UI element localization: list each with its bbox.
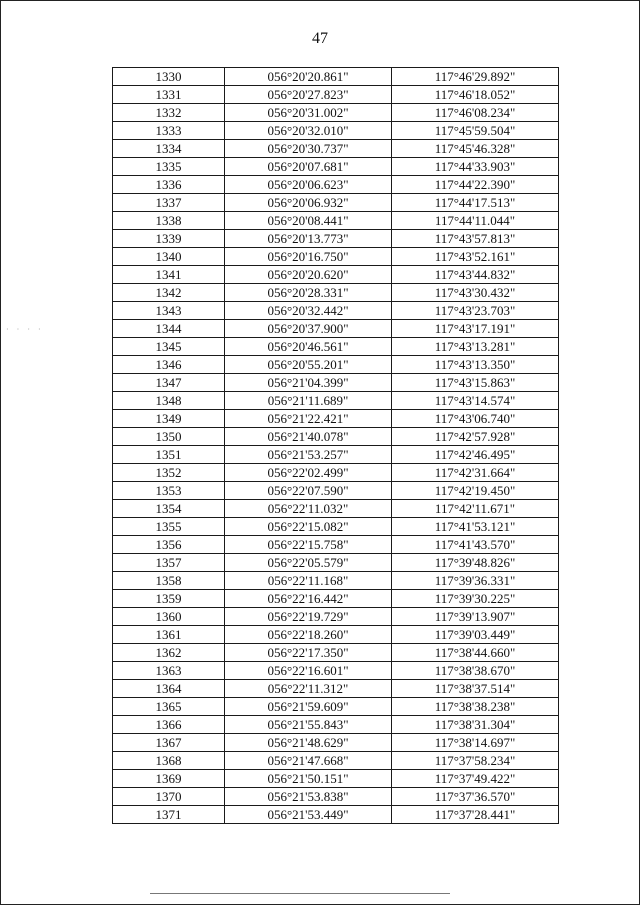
longitude-cell: 117°43'44.832" — [392, 266, 559, 284]
point-number-cell: 1333 — [113, 122, 225, 140]
latitude-cell: 056°20'30.737" — [225, 140, 392, 158]
latitude-cell: 056°22'07.590" — [225, 482, 392, 500]
longitude-cell: 117°38'38.238" — [392, 698, 559, 716]
latitude-cell: 056°20'31.002" — [225, 104, 392, 122]
table-row — [113, 554, 559, 572]
latitude-cell: 056°22'19.729" — [225, 608, 392, 626]
table-row — [113, 230, 559, 248]
table-row — [113, 698, 559, 716]
table-row — [113, 428, 559, 446]
table-row — [113, 158, 559, 176]
point-number-cell: 1337 — [113, 194, 225, 212]
point-number-cell: 1361 — [113, 626, 225, 644]
longitude-cell: 117°39'36.331" — [392, 572, 559, 590]
page-number: 47 — [312, 30, 328, 47]
table-row — [113, 248, 559, 266]
longitude-cell: 117°37'36.570" — [392, 788, 559, 806]
point-number-cell: 1334 — [113, 140, 225, 158]
point-number-cell: 1362 — [113, 644, 225, 662]
point-number-cell: 1338 — [113, 212, 225, 230]
margin-marks: · · · · — [6, 325, 44, 334]
table-row — [113, 788, 559, 806]
table-row — [113, 536, 559, 554]
longitude-cell: 117°44'22.390" — [392, 176, 559, 194]
table-row — [113, 68, 559, 86]
point-number-cell: 1345 — [113, 338, 225, 356]
point-number-cell: 1347 — [113, 374, 225, 392]
latitude-cell: 056°21'48.629" — [225, 734, 392, 752]
table-row — [113, 608, 559, 626]
table-row — [113, 716, 559, 734]
table-row — [113, 770, 559, 788]
longitude-cell: 117°42'11.671" — [392, 500, 559, 518]
table-row — [113, 176, 559, 194]
longitude-cell: 117°39'30.225" — [392, 590, 559, 608]
table-row — [113, 212, 559, 230]
latitude-cell: 056°20'20.620" — [225, 266, 392, 284]
table-row — [113, 752, 559, 770]
point-number-cell: 1332 — [113, 104, 225, 122]
point-number-cell: 1368 — [113, 752, 225, 770]
longitude-cell: 117°41'43.570" — [392, 536, 559, 554]
point-number-cell: 1344 — [113, 320, 225, 338]
latitude-cell: 056°20'20.861" — [225, 68, 392, 86]
latitude-cell: 056°21'04.399" — [225, 374, 392, 392]
longitude-cell: 117°44'33.903" — [392, 158, 559, 176]
table-row — [113, 680, 559, 698]
point-number-cell: 1364 — [113, 680, 225, 698]
point-number-cell: 1331 — [113, 86, 225, 104]
point-number-cell: 1336 — [113, 176, 225, 194]
coordinates-table — [112, 67, 559, 824]
point-number-cell: 1367 — [113, 734, 225, 752]
table-row — [113, 374, 559, 392]
longitude-cell: 117°46'29.892" — [392, 68, 559, 86]
point-number-cell: 1353 — [113, 482, 225, 500]
longitude-cell: 117°44'17.513" — [392, 194, 559, 212]
latitude-cell: 056°22'11.032" — [225, 500, 392, 518]
longitude-cell: 117°43'57.813" — [392, 230, 559, 248]
longitude-cell: 117°43'23.703" — [392, 302, 559, 320]
longitude-cell: 117°39'03.449" — [392, 626, 559, 644]
latitude-cell: 056°20'32.010" — [225, 122, 392, 140]
longitude-cell: 117°38'14.697" — [392, 734, 559, 752]
longitude-cell: 117°39'48.826" — [392, 554, 559, 572]
point-number-cell: 1355 — [113, 518, 225, 536]
point-number-cell: 1356 — [113, 536, 225, 554]
longitude-cell: 117°46'18.052" — [392, 86, 559, 104]
point-number-cell: 1350 — [113, 428, 225, 446]
point-number-cell: 1358 — [113, 572, 225, 590]
table-row — [113, 104, 559, 122]
longitude-cell: 117°38'31.304" — [392, 716, 559, 734]
longitude-cell: 117°37'28.441" — [392, 806, 559, 824]
longitude-cell: 117°42'31.664" — [392, 464, 559, 482]
longitude-cell: 117°38'37.514" — [392, 680, 559, 698]
point-number-cell: 1330 — [113, 68, 225, 86]
longitude-cell: 117°37'49.422" — [392, 770, 559, 788]
point-number-cell: 1339 — [113, 230, 225, 248]
point-number-cell: 1366 — [113, 716, 225, 734]
point-number-cell: 1354 — [113, 500, 225, 518]
latitude-cell: 056°21'50.151" — [225, 770, 392, 788]
longitude-cell: 117°38'44.660" — [392, 644, 559, 662]
latitude-cell: 056°20'06.932" — [225, 194, 392, 212]
latitude-cell: 056°21'40.078" — [225, 428, 392, 446]
point-number-cell: 1335 — [113, 158, 225, 176]
longitude-cell: 117°41'53.121" — [392, 518, 559, 536]
latitude-cell: 056°20'06.623" — [225, 176, 392, 194]
point-number-cell: 1342 — [113, 284, 225, 302]
longitude-cell: 117°46'08.234" — [392, 104, 559, 122]
table-row — [113, 662, 559, 680]
latitude-cell: 056°22'02.499" — [225, 464, 392, 482]
longitude-cell: 117°43'15.863" — [392, 374, 559, 392]
longitude-cell: 117°43'14.574" — [392, 392, 559, 410]
longitude-cell: 117°42'57.928" — [392, 428, 559, 446]
table-row — [113, 266, 559, 284]
longitude-cell: 117°43'52.161" — [392, 248, 559, 266]
longitude-cell: 117°43'17.191" — [392, 320, 559, 338]
longitude-cell: 117°38'38.670" — [392, 662, 559, 680]
latitude-cell: 056°21'11.689" — [225, 392, 392, 410]
point-number-cell: 1346 — [113, 356, 225, 374]
longitude-cell: 117°43'13.281" — [392, 338, 559, 356]
table-row — [113, 194, 559, 212]
latitude-cell: 056°20'16.750" — [225, 248, 392, 266]
point-number-cell: 1348 — [113, 392, 225, 410]
latitude-cell: 056°20'08.441" — [225, 212, 392, 230]
longitude-cell: 117°43'30.432" — [392, 284, 559, 302]
table-row — [113, 140, 559, 158]
table-row — [113, 518, 559, 536]
table-row — [113, 572, 559, 590]
latitude-cell: 056°21'53.838" — [225, 788, 392, 806]
latitude-cell: 056°21'55.843" — [225, 716, 392, 734]
longitude-cell: 117°45'59.504" — [392, 122, 559, 140]
point-number-cell: 1343 — [113, 302, 225, 320]
latitude-cell: 056°22'16.442" — [225, 590, 392, 608]
latitude-cell: 056°20'27.823" — [225, 86, 392, 104]
latitude-cell: 056°21'47.668" — [225, 752, 392, 770]
point-number-cell: 1359 — [113, 590, 225, 608]
longitude-cell: 117°45'46.328" — [392, 140, 559, 158]
table-row — [113, 122, 559, 140]
point-number-cell: 1370 — [113, 788, 225, 806]
table-row — [113, 392, 559, 410]
longitude-cell: 117°43'06.740" — [392, 410, 559, 428]
coordinates-table-body — [113, 68, 559, 824]
table-row — [113, 806, 559, 824]
latitude-cell: 056°22'15.758" — [225, 536, 392, 554]
latitude-cell: 056°21'22.421" — [225, 410, 392, 428]
latitude-cell: 056°20'37.900" — [225, 320, 392, 338]
longitude-cell: 117°37'58.234" — [392, 752, 559, 770]
table-row — [113, 644, 559, 662]
latitude-cell: 056°20'13.773" — [225, 230, 392, 248]
longitude-cell: 117°43'13.350" — [392, 356, 559, 374]
latitude-cell: 056°20'07.681" — [225, 158, 392, 176]
point-number-cell: 1371 — [113, 806, 225, 824]
bottom-rule — [150, 893, 450, 894]
point-number-cell: 1363 — [113, 662, 225, 680]
point-number-cell: 1349 — [113, 410, 225, 428]
point-number-cell: 1360 — [113, 608, 225, 626]
table-row — [113, 464, 559, 482]
point-number-cell: 1369 — [113, 770, 225, 788]
table-row — [113, 482, 559, 500]
latitude-cell: 056°22'18.260" — [225, 626, 392, 644]
latitude-cell: 056°21'59.609" — [225, 698, 392, 716]
point-number-cell: 1352 — [113, 464, 225, 482]
latitude-cell: 056°20'28.331" — [225, 284, 392, 302]
latitude-cell: 056°20'55.201" — [225, 356, 392, 374]
latitude-cell: 056°21'53.257" — [225, 446, 392, 464]
longitude-cell: 117°42'19.450" — [392, 482, 559, 500]
point-number-cell: 1357 — [113, 554, 225, 572]
table-row — [113, 338, 559, 356]
longitude-cell: 117°39'13.907" — [392, 608, 559, 626]
table-row — [113, 302, 559, 320]
table-row — [113, 410, 559, 428]
table-row — [113, 284, 559, 302]
point-number-cell: 1341 — [113, 266, 225, 284]
table-row — [113, 446, 559, 464]
table-row — [113, 320, 559, 338]
table-row — [113, 734, 559, 752]
point-number-cell: 1365 — [113, 698, 225, 716]
latitude-cell: 056°21'53.449" — [225, 806, 392, 824]
longitude-cell: 117°42'46.495" — [392, 446, 559, 464]
latitude-cell: 056°20'46.561" — [225, 338, 392, 356]
latitude-cell: 056°22'17.350" — [225, 644, 392, 662]
longitude-cell: 117°44'11.044" — [392, 212, 559, 230]
latitude-cell: 056°22'11.168" — [225, 572, 392, 590]
table-row — [113, 86, 559, 104]
table-row — [113, 500, 559, 518]
latitude-cell: 056°22'11.312" — [225, 680, 392, 698]
point-number-cell: 1340 — [113, 248, 225, 266]
latitude-cell: 056°20'32.442" — [225, 302, 392, 320]
table-row — [113, 356, 559, 374]
latitude-cell: 056°22'15.082" — [225, 518, 392, 536]
latitude-cell: 056°22'05.579" — [225, 554, 392, 572]
table-row — [113, 626, 559, 644]
table-row — [113, 590, 559, 608]
point-number-cell: 1351 — [113, 446, 225, 464]
latitude-cell: 056°22'16.601" — [225, 662, 392, 680]
